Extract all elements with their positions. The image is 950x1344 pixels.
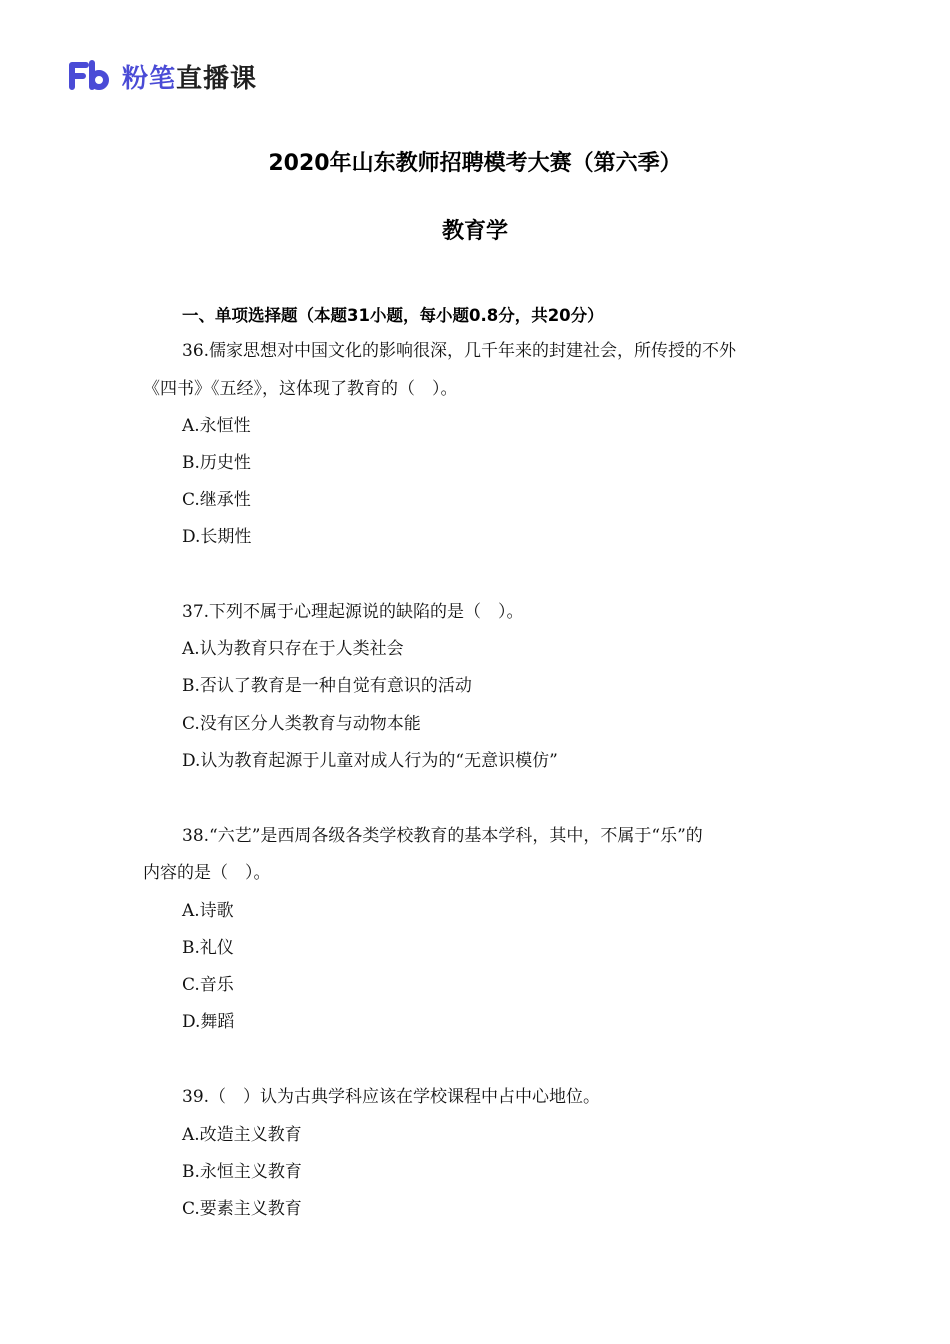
answer-option: C.音乐: [182, 975, 234, 995]
answer-option: A.认为教育只存在于人类社会: [182, 639, 404, 659]
answer-option: B.永恒主义教育: [182, 1162, 302, 1182]
answer-option: B.否认了教育是一种自觉有意识的活动: [182, 676, 472, 696]
answer-option: A.改造主义教育: [182, 1125, 302, 1145]
question-stem: 38.“六艺”是西周各级各类学校教育的基本学科，其中，不属于“乐”的: [182, 826, 703, 846]
question-stem: 36.儒家思想对中国文化的影响很深，几千年来的封建社会，所传授的不外: [182, 341, 737, 361]
answer-option: C.要素主义教育: [182, 1199, 302, 1219]
fb-logo-icon: [68, 59, 110, 93]
answer-option: B.历史性: [182, 453, 251, 473]
logo-brand-text: 粉笔: [122, 63, 177, 94]
answer-option: C.继承性: [182, 490, 251, 510]
answer-option: D.舞蹈: [182, 1012, 235, 1032]
logo-wordmark: [122, 58, 257, 95]
logo-product-text: 直播课: [176, 63, 258, 94]
question-stem-continued: 内容的是（ ）。: [143, 863, 271, 883]
answer-option: C.没有区分人类教育与动物本能: [182, 714, 421, 734]
fenbi-logo: [68, 56, 257, 96]
subject-title: 教育学: [441, 219, 508, 244]
answer-option: A.诗歌: [182, 901, 234, 921]
document-title: 2020年山东教师招聘模考大赛（第六季）: [268, 151, 682, 176]
question-stem: 37.下列不属于心理起源说的缺陷的是（ ）。: [182, 602, 524, 622]
answer-option: A.永恒性: [182, 416, 251, 436]
question-stem-continued: 《四书》《五经》，这体现了教育的（ ）。: [143, 379, 458, 399]
answer-option: D.认为教育起源于儿童对成人行为的“无意识模仿”: [182, 751, 558, 771]
answer-option: B.礼仪: [182, 938, 234, 958]
section-heading: 一、单项选择题（本题31小题，每小题0.8分，共20分）: [182, 306, 604, 325]
question-stem: 39.（ ）认为古典学科应该在学校课程中占中心地位。: [182, 1087, 601, 1107]
answer-option: D.长期性: [182, 527, 252, 547]
